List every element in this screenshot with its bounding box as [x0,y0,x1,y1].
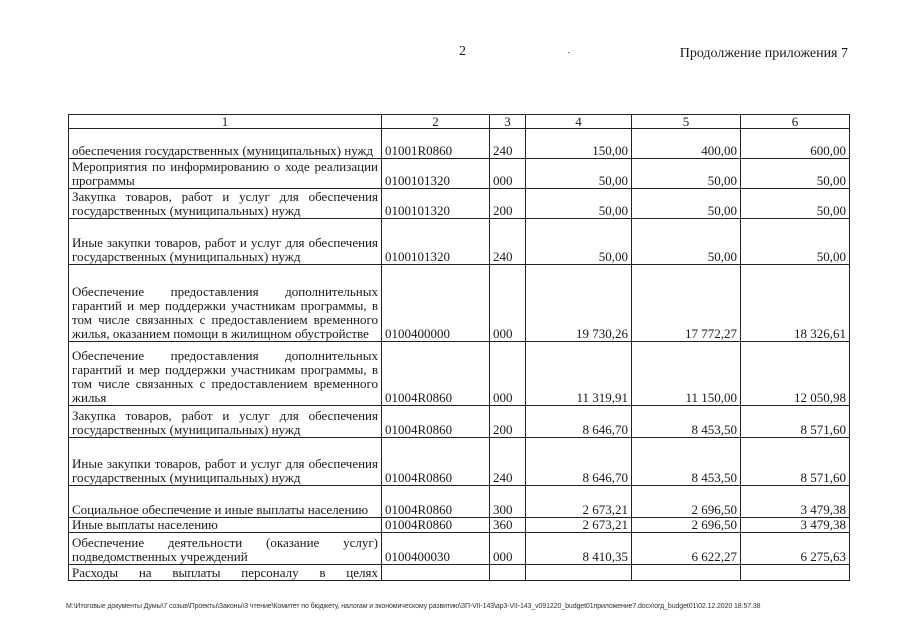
row-value-col5: 50,00 [632,219,741,265]
row-expense-kind: 240 [490,219,526,265]
column-header-2: 2 [382,115,490,129]
row-name: Закупка товаров, работ и услуг для обеспечения государственных (муниципальных) нужд [69,189,382,219]
row-expense-kind: 300 [490,486,526,518]
row-name: Закупка товаров, работ и услуг для обеспечения государственных (муниципальных) нужд [69,406,382,438]
column-number-row [69,115,850,129]
row-name: Мероприятия по информированию о ходе реализации программы [69,159,382,189]
row-target-code: 0100101320 [382,159,490,189]
table-row [69,189,850,219]
row-value-col4: 8 646,70 [526,438,632,486]
row-value-col5: 50,00 [632,159,741,189]
row-value-col5: 17 772,27 [632,265,741,342]
row-target-code: 0100400030 [382,533,490,565]
row-value-col5: 6 622,27 [632,533,741,565]
column-header-3: 3 [490,115,526,129]
row-name: Обеспечение деятельности (оказание услуг) подведомственных учреждений [69,533,382,565]
row-name: Иные выплаты населению [69,518,382,533]
budget-table [68,114,850,581]
row-name: Расходы на выплаты персоналу в целях [69,565,382,581]
row-value-col6: 50,00 [741,219,850,265]
row-value-col4 [526,565,632,581]
row-value-col5: 400,00 [632,129,741,159]
row-expense-kind: 200 [490,406,526,438]
row-value-col6: 3 479,38 [741,518,850,533]
row-value-col5: 2 696,50 [632,518,741,533]
scan-speck [568,52,570,53]
table-row [69,565,850,581]
row-value-col4: 50,00 [526,189,632,219]
column-header-4: 4 [526,115,632,129]
column-header-5: 5 [632,115,741,129]
row-name: Обеспечение предоставления дополнительных гарантий и мер поддержки участникам программы, в том числе связанных с предоставлением временного жилья [69,342,382,406]
row-value-col5: 2 696,50 [632,486,741,518]
table-row [69,159,850,189]
table-row [69,219,850,265]
table-row [69,533,850,565]
row-target-code: 0100400000 [382,265,490,342]
row-value-col4: 8 646,70 [526,406,632,438]
row-value-col6: 6 275,63 [741,533,850,565]
row-expense-kind: 360 [490,518,526,533]
row-expense-kind: 000 [490,265,526,342]
row-expense-kind: 000 [490,533,526,565]
row-value-col5: 8 453,50 [632,406,741,438]
column-header-6: 6 [741,115,850,129]
row-name: Иные закупки товаров, работ и услуг для обеспечения государственных (муниципальных) нужд [69,219,382,265]
row-value-col6 [741,565,850,581]
row-name: обеспечения государственных (муниципальных) нужд [69,129,382,159]
row-value-col5 [632,565,741,581]
row-target-code: 01004R0860 [382,438,490,486]
row-value-col6: 12 050,98 [741,342,850,406]
row-name: Иные закупки товаров, работ и услуг для обеспечения государственных (муниципальных) нужд [69,438,382,486]
table-row [69,406,850,438]
row-value-col6: 8 571,60 [741,406,850,438]
table-row [69,265,850,342]
row-name: Обеспечение предоставления дополнительных гарантий и мер поддержки участникам программы, в том числе связанных с предоставлением временного жилья, оказанием помощи в жилищном обустройстве [69,265,382,342]
table-row [69,518,850,533]
row-value-col6: 50,00 [741,159,850,189]
row-value-col4: 50,00 [526,159,632,189]
row-value-col6: 8 571,60 [741,438,850,486]
row-value-col6: 3 479,38 [741,486,850,518]
table-row [69,129,850,159]
row-value-col4: 11 319,91 [526,342,632,406]
row-target-code: 01004R0860 [382,518,490,533]
row-expense-kind: 000 [490,159,526,189]
row-target-code: 01001R0860 [382,129,490,159]
row-expense-kind: 000 [490,342,526,406]
row-expense-kind: 240 [490,129,526,159]
row-value-col4: 8 410,35 [526,533,632,565]
row-value-col5: 50,00 [632,189,741,219]
row-expense-kind [490,565,526,581]
file-path-footer: M:\Итоговые документы Думы\7 созыв\Проекты\Законы\3 чтение\Комитет по бюджету, налогам и экономическому развитию\ЗП-VII-143\ap3-VII-143_v091220_budget01приложение7.docx\огд_budget01\02.12.2020 18:57:38 [66,603,761,610]
row-expense-kind: 200 [490,189,526,219]
row-value-col6: 600,00 [741,129,850,159]
row-value-col4: 150,00 [526,129,632,159]
row-target-code: 0100101320 [382,189,490,219]
page-number: 2 [459,44,466,59]
row-value-col4: 50,00 [526,219,632,265]
row-value-col6: 50,00 [741,189,850,219]
row-value-col4: 19 730,26 [526,265,632,342]
row-value-col5: 11 150,00 [632,342,741,406]
row-name: Социальное обеспечение и иные выплаты населению [69,486,382,518]
row-value-col4: 2 673,21 [526,518,632,533]
row-target-code: 01004R0860 [382,486,490,518]
row-value-col5: 8 453,50 [632,438,741,486]
row-expense-kind: 240 [490,438,526,486]
table-row [69,486,850,518]
table-row [69,342,850,406]
column-header-1: 1 [69,115,382,129]
row-target-code: 01004R0860 [382,406,490,438]
row-target-code [382,565,490,581]
row-target-code: 0100101320 [382,219,490,265]
continuation-heading: Продолжение приложения 7 [679,46,848,61]
row-value-col6: 18 326,61 [741,265,850,342]
row-target-code: 01004R0860 [382,342,490,406]
row-value-col4: 2 673,21 [526,486,632,518]
table-row [69,438,850,486]
